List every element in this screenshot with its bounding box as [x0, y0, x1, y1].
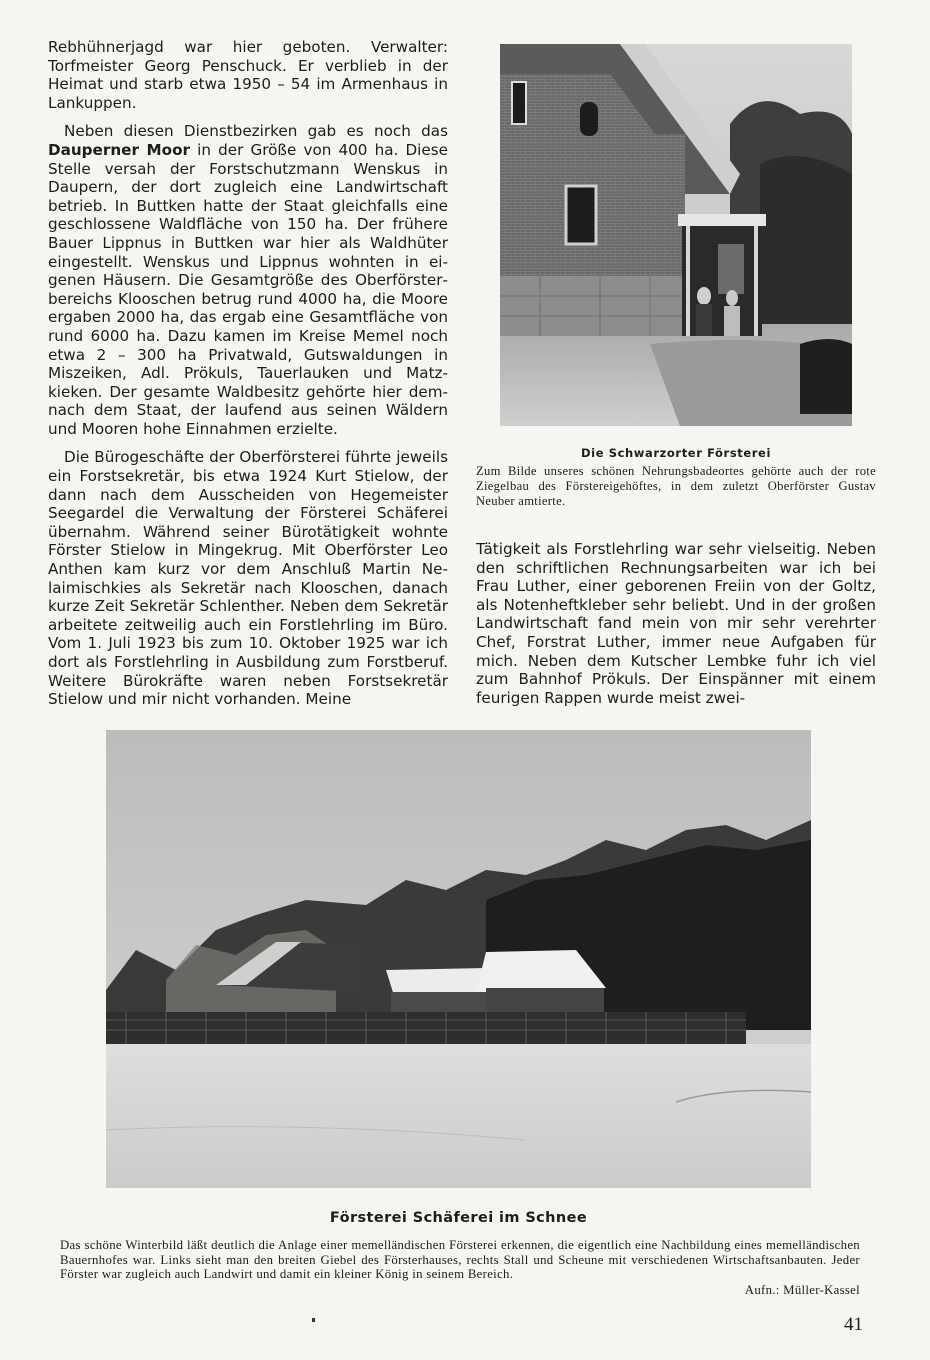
left-paragraph-2-rest: in der Größe von 400 ha. Diese Stelle versah der Forstschutzmann Wenskus in Daupern, der dort zugleich eine Landwirtschaft betrieb. In Buttken hatte der Staat gleichfalls eine geschlossene Waldfläche von 150 ha. Der frühere Bauer Lippnus in Buttken war hier als Waldhüter eingestellt. Wenskus und Lippnus wohnten in eigenen Häusern. Die Gesamtgröße des Oberförsterbereichs Klooschen betrug rund 4000 ha, die Moore ergaben 2000 ha, das ergab eine Gesamtfläche von rund 6000 ha. Dazu kamen im Kreise Memel noch etwa 2 – 300 ha Privatwald, Gutswaldungen in Miszeiken, Adl. Prökuls, Tauerlauken und Matzkieken. Der gesamte Waldbesitz gehörte hier demnach dem Staat, der laufend aus seinen Wäldern und Mooren hohe Einnahmen erzielte.: [48, 140, 448, 438]
top-photo-caption-title: Die Schwarzorter Försterei: [581, 446, 771, 460]
top-photo-caption-text: Zum Bilde unseres schönen Nehrungsbadeortes gehörte auch der rote Ziegelbau des Förstereigehöftes, in dem zuletzt Oberförster Gustav Neuber amtierte.: [476, 464, 876, 508]
bottom-photo-caption-text: Das schöne Winterbild läßt deutlich die Anlage einer memelländischen Försterei erkennen, die eigentlich eine Nachbildung eines memelländischen Bauernhofes war. Links sieht man den breiten Giebel des Försterhauses, rechts Stall und Scheune mit verschiedenen Wirtschaftsanbauten. Jeder Förster war zugleich auch Landwirt und damit ein kleiner König in seinem Bereich.: [60, 1238, 860, 1282]
print-mark: [312, 1318, 315, 1322]
left-paragraph-2: [48, 122, 448, 438]
left-paragraph-2-start: Neben diesen Dienstbezirken gab es noch das: [64, 122, 448, 141]
right-text-column: [476, 540, 876, 717]
schwarzort-forestry-house-photo: [500, 44, 852, 426]
photo-credit: Aufn.: Müller-Kassel: [744, 1283, 860, 1297]
dauperner-moor-bold: Dauperner Moor: [48, 140, 190, 159]
left-text-column: [48, 38, 448, 719]
page-number: 41: [844, 1314, 863, 1335]
left-paragraph-3: Die Bürogeschäfte der Oberförsterei führte jeweils ein Forstsekretär, bis etwa 1924 Kurt Stielow, der dann nach dem Ausscheiden von Hegemeister Seegardel die Verwaltung der Försterei Schäferei übernahm. Während seiner Bürotätigkeit wohnte Förster Stielow in Mingekrug. Mit Oberförster Leo Anthen kam kurz vor dem Anschluß Martin Nelaimischkies als Sekretär nach Klooschen, danach kurze Zeit Sekretär Schlenther. Neben dem Sekretär arbeitete zeitweilig auch ein Forstlehrling im Büro. Vom 1. Juli 1923 bis zum 10. Oktober 1925 war ich dort als Forstlehrling in Ausbildung zum Forstberuf. Weitere Bürokräfte waren neben Forstsekretär Stielow und mir nicht vorhanden. Meine: [48, 448, 448, 709]
bottom-photo-caption-title: Försterei Schäferei im Schnee: [329, 1210, 588, 1226]
schaeferei-in-snow-photo: [106, 730, 811, 1188]
right-paragraph-1: Tätigkeit als Forstlehrling war sehr vielseitig. Neben den schriftlichen Rechnungsarbeiten war ich bei Frau Luther, einer geborenen Freiin von der Goltz, als Notenheftkleber sehr beliebt. Und in der großen Landwirtschaft fand mein von mir sehr verehrter Chef, Forstrat Luther, immer neue Aufgaben für mich. Neben dem Kutscher Lembke fuhr ich viel zum Bahnhof Prökuls. Der Einspänner mit einem feurigen Rappen wurde meist zwei-: [476, 540, 876, 707]
left-paragraph-1: Rebhühnerjagd war hier geboten. Verwalter: Torfmeister Georg Penschuck. Er verblieb in der Heimat und starb etwa 1950 – 54 im Armenhaus in Lankuppen.: [48, 38, 448, 112]
